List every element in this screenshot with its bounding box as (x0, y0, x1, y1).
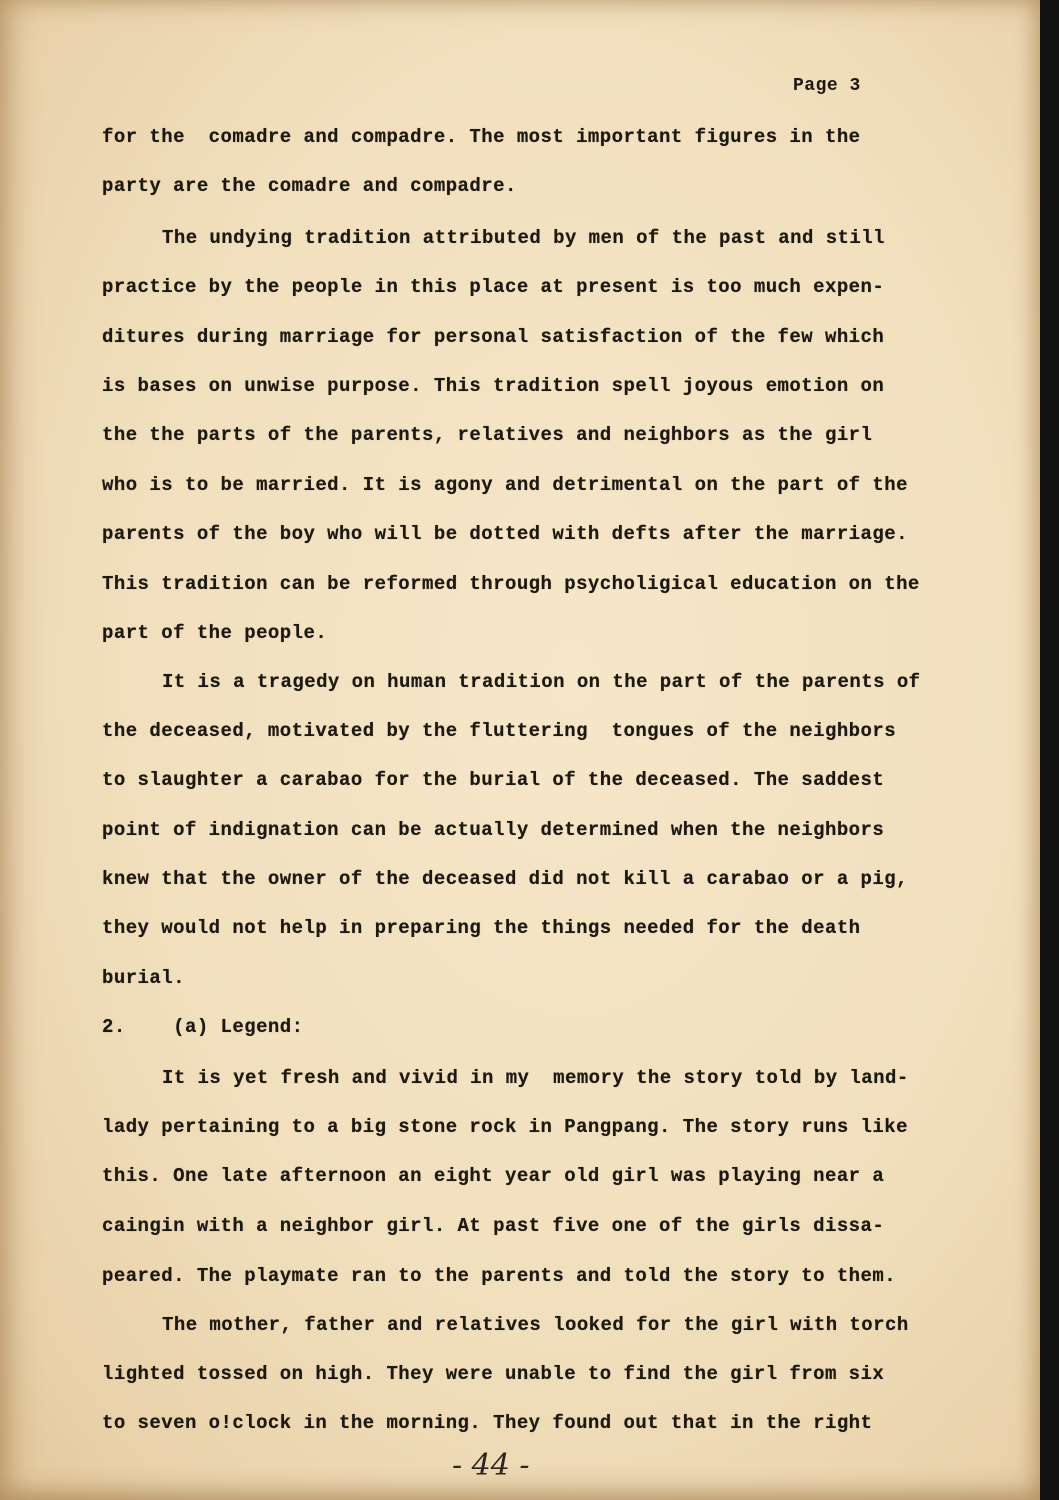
text-line: this. One late afternoon an eight year old girl was playing near a (102, 1165, 885, 1187)
text-line: It is yet fresh and vivid in my memory the story told by land- (162, 1067, 909, 1089)
text-line: The undying tradition attributed by men of the past and still (162, 227, 885, 249)
page-number-label: Page 3 (793, 76, 861, 96)
text-line: for the comadre and compadre. The most important figures in the (102, 126, 861, 148)
text-line: part of the people. (102, 622, 328, 644)
text-line: lighted tossed on high. They were unable to find the girl from six (102, 1363, 885, 1385)
text-line: who is to be married. It is agony and detrimental on the part of the (102, 474, 908, 496)
text-line: This tradition can be reformed through psycholigical education on the (102, 573, 920, 595)
scan-edge-shadow (1040, 0, 1059, 1500)
text-line: lady pertaining to a big stone rock in Pangpang. The story runs like (102, 1116, 908, 1138)
text-line: burial. (102, 967, 185, 989)
text-line: The mother, father and relatives looked for the girl with torch (162, 1314, 909, 1336)
text-line: knew that the owner of the deceased did not kill a carabao or a pig, (102, 868, 908, 890)
text-line: practice by the people in this place at present is too much expen- (102, 276, 885, 298)
text-line: is bases on unwise purpose. This tradition spell joyous emotion on (102, 375, 885, 397)
text-line: party are the comadre and compadre. (102, 175, 517, 197)
text-line: parents of the boy who will be dotted with defts after the marriage. (102, 523, 908, 545)
text-line: peared. The playmate ran to the parents and told the story to them. (102, 1265, 897, 1287)
text-line: point of indignation can be actually determined when the neighbors (102, 819, 885, 841)
handwritten-page-number: - 44 - (452, 1448, 530, 1483)
text-line: It is a tragedy on human tradition on the part of the parents of (162, 671, 921, 693)
text-line: they would not help in preparing the things needed for the death (102, 917, 861, 939)
text-line: ditures during marriage for personal satisfaction of the few which (102, 326, 885, 348)
text-line: the the parts of the parents, relatives and neighbors as the girl (102, 424, 873, 446)
text-line: to seven o!clock in the morning. They found out that in the right (102, 1412, 873, 1434)
text-line: the deceased, motivated by the fluttering tongues of the neighbors (102, 720, 897, 742)
section-heading: 2. (a) Legend: (102, 1016, 304, 1038)
text-line: caingin with a neighbor girl. At past five one of the girls dissa- (102, 1215, 885, 1237)
text-line: to slaughter a carabao for the burial of the deceased. The saddest (102, 769, 885, 791)
